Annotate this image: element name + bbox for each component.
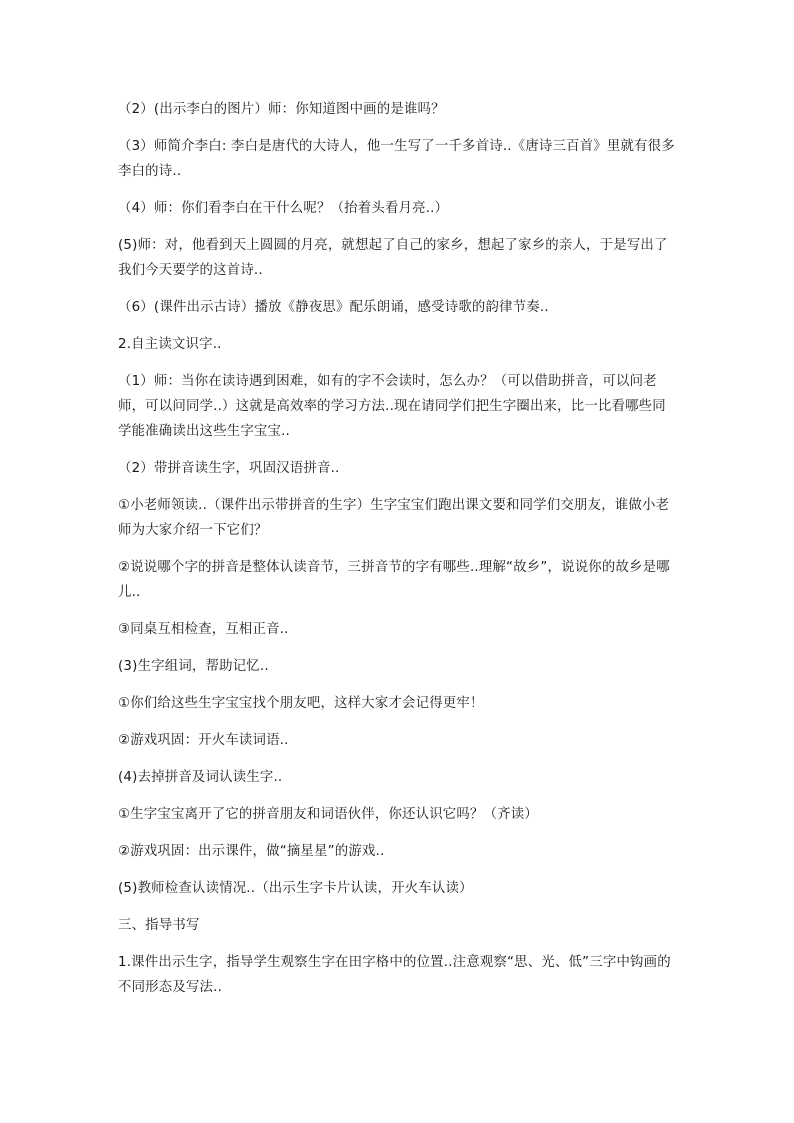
- paragraph: （2）(出示李白的图片）师：你知道图中画的是谁吗？: [118, 102, 445, 117]
- paragraph: ②游戏巩固：开火车读词语..: [118, 733, 289, 748]
- paragraph: (5)师：对，他看到天上圆圆的月亮，就想起了自己的家乡，想起了家乡的亲人，于是写出了我们今天要学的这首诗..: [118, 238, 668, 278]
- section-heading: 2.自主读文识字..: [118, 337, 222, 352]
- section-heading: 三、指导书写: [118, 918, 200, 933]
- paragraph: （2）带拼音读生字，巩固汉语拼音..: [118, 461, 340, 476]
- document-body: [118, 97, 678, 1012]
- paragraph: （4）师：你们看李白在干什么呢？（抬着头看月亮..）: [118, 201, 449, 216]
- paragraph: (5)教师检查认读情况..（出示生字卡片认读，开火车认读）: [118, 881, 473, 896]
- paragraph: 1.课件出示生字，指导学生观察生字在田字格中的位置..注意观察“思、光、低”三字中钩画的不同形态及写法..: [118, 955, 671, 995]
- paragraph: ①你们给这些生字宝宝找个朋友吧，这样大家才会记得更牢！: [118, 696, 484, 711]
- paragraph: ①生字宝宝离开了它的拼音朋友和词语伙伴，你还认识它吗？（齐读）: [118, 807, 538, 822]
- paragraph: ②说说哪个字的拼音是整体认读音节，三拼音节的字有哪些..理解“故乡”，说说你的故乡是哪儿..: [118, 560, 670, 600]
- paragraph: ①小老师领读..（课件出示带拼音的生字）生字宝宝们跑出课文要和同学们交朋友，谁做小老师为大家介绍一下它们？: [118, 498, 670, 538]
- paragraph: ②游戏巩固：出示课件，做“摘星星”的游戏..: [118, 844, 385, 859]
- paragraph: ③同桌互相检查，互相正音..: [118, 622, 289, 637]
- paragraph: （3）师简介李白: 李白是唐代的大诗人，他一生写了一千多首诗..《唐诗三百首》里就有很多李白的诗..: [118, 139, 675, 179]
- paragraph: （6）(课件出示古诗）播放《静夜思》配乐朗诵，感受诗歌的韵律节奏..: [118, 300, 549, 315]
- paragraph: (3)生字组词，帮助记忆..: [118, 659, 269, 674]
- paragraph: （1）师：当你在读诗遇到困难，如有的字不会读时，怎么办？（可以借助拼音，可以问老师，可以问同学..）这就是高效率的学习方法..现在请同学们把生字圈出来，比一比看哪些同学能准确读出这些生字宝宝..: [118, 374, 666, 439]
- paragraph: (4)去掉拼音及词认读生字..: [118, 770, 283, 785]
